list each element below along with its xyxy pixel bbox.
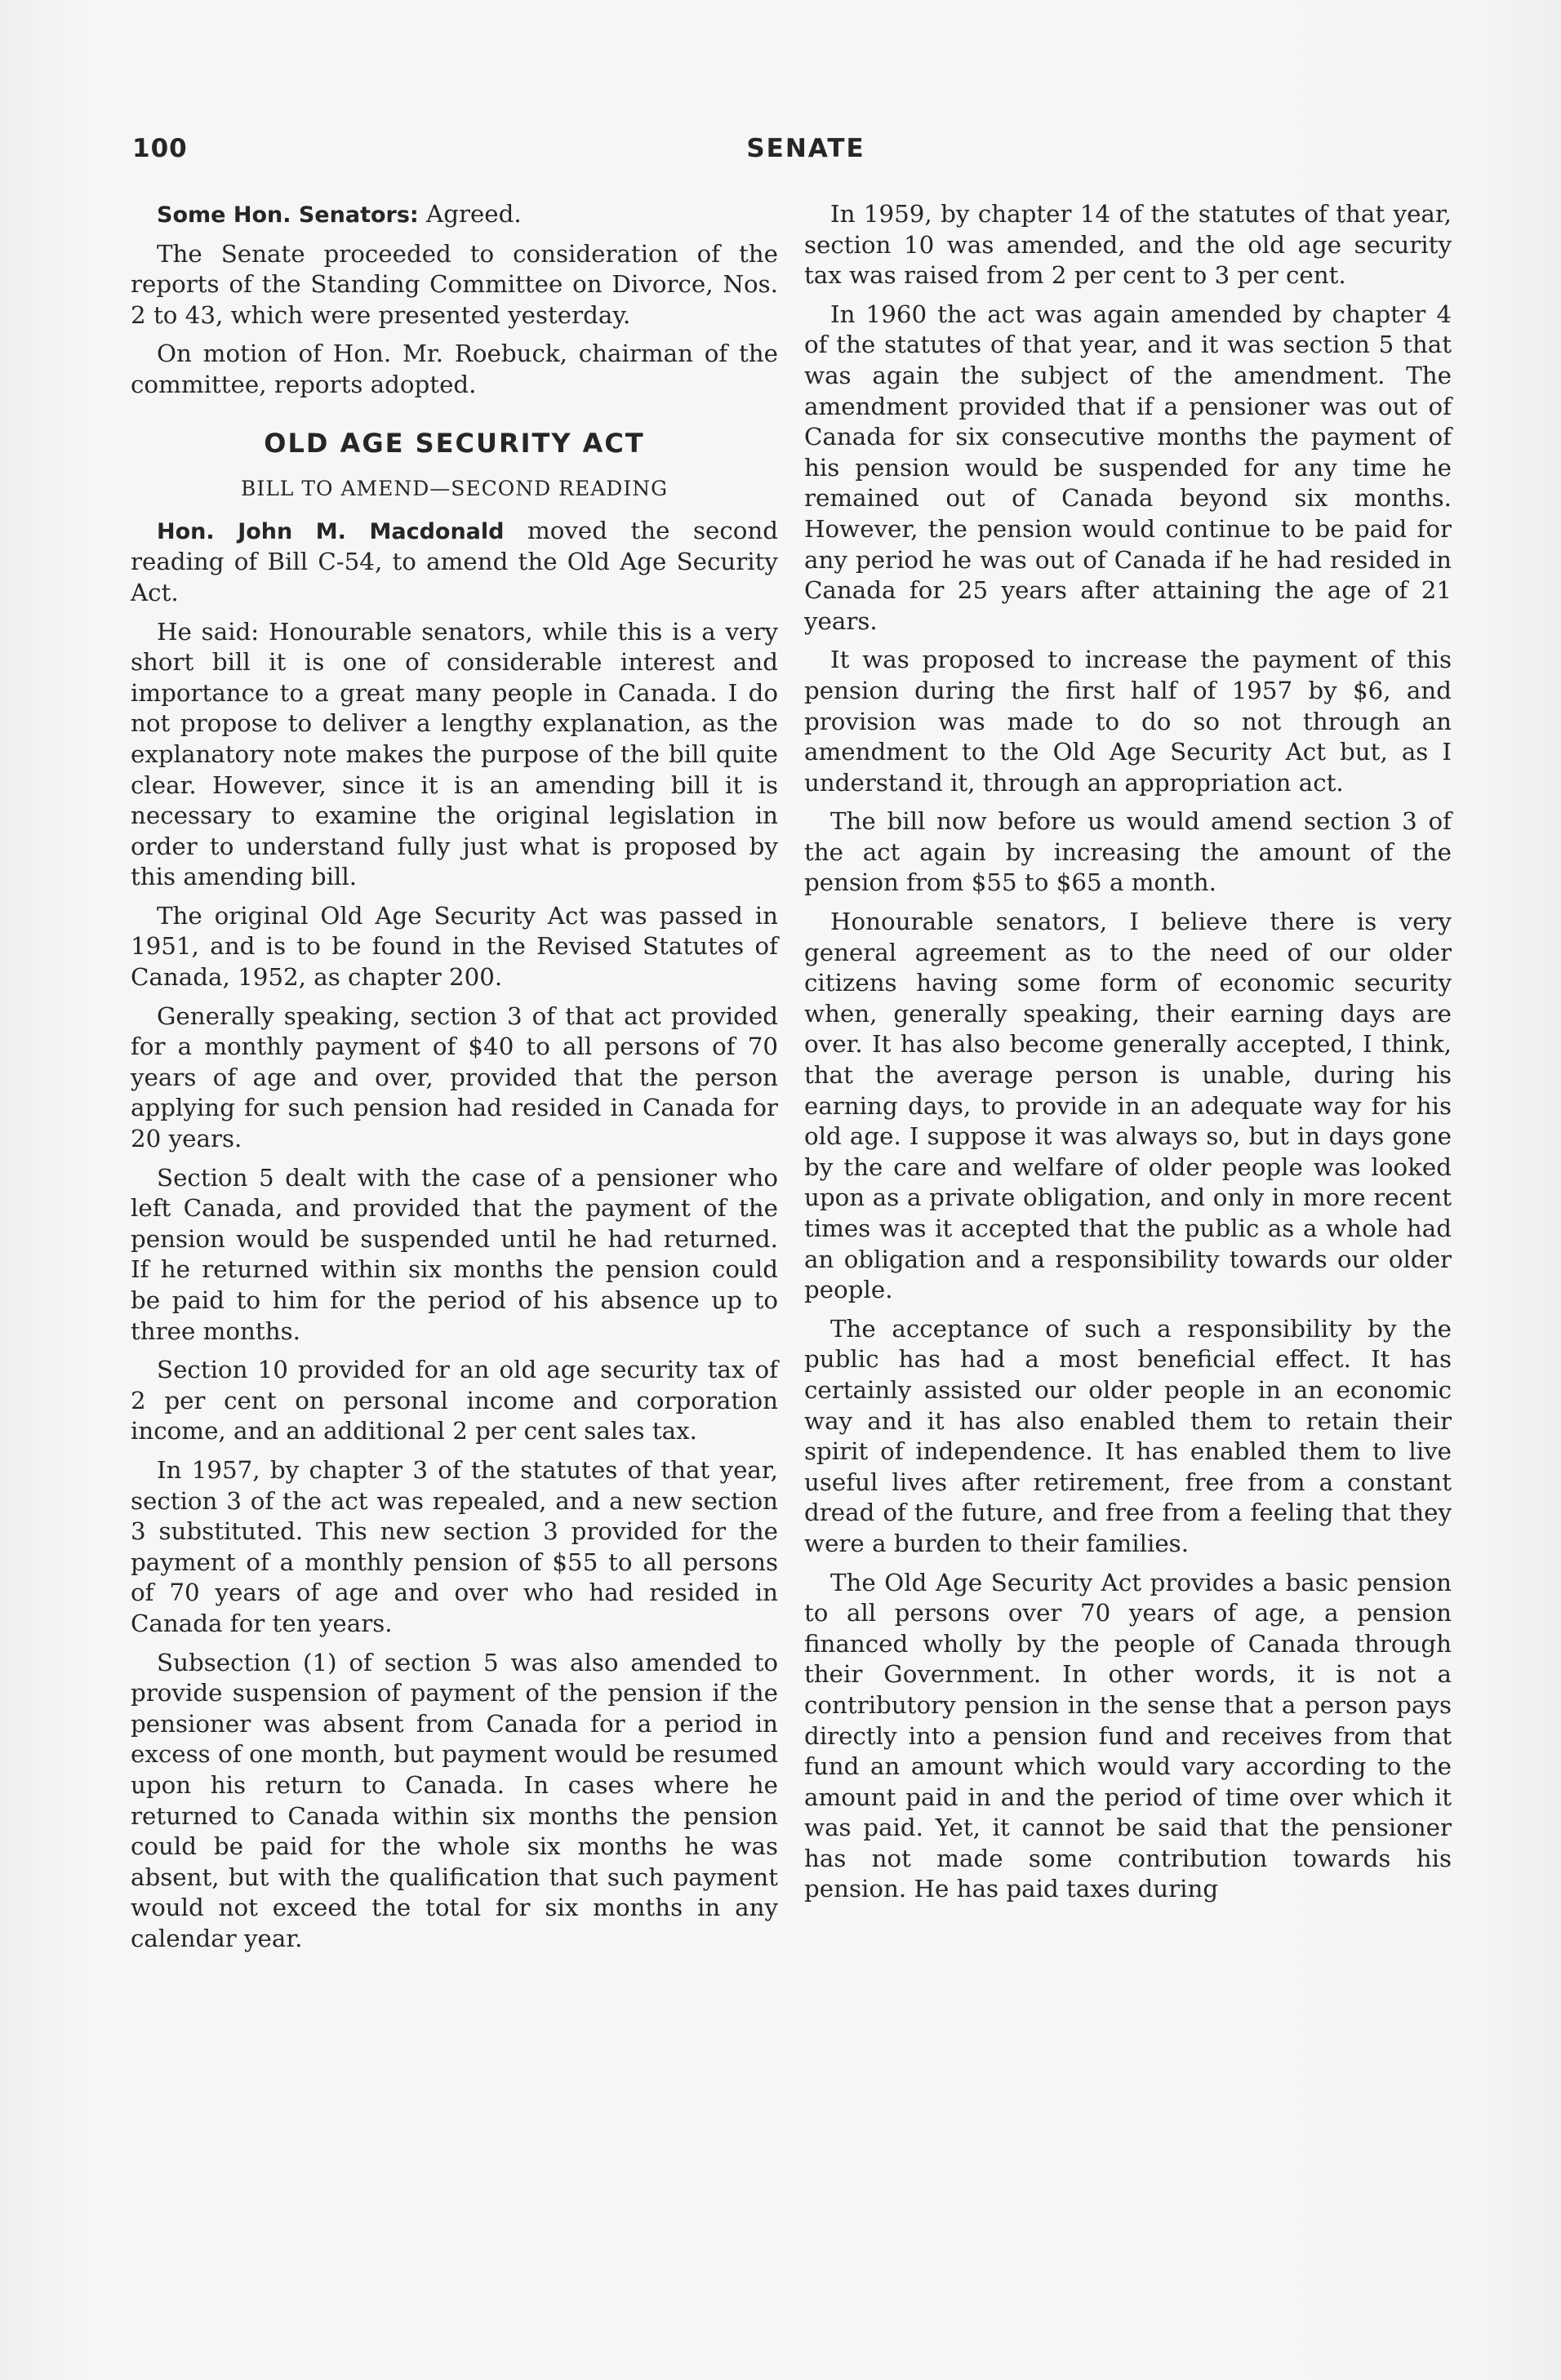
paragraph: Honourable senators, I believe there is very general agreement as to the need of our older citizens having some form of economic security when, generally speaking, their earning days are over. It has also become generally accepted, I think, that the average person is unable, during his earning days, to provide in an adequate way for his old age. I suppose it was always so, but in days gone by the care and welfare of older people was looked upon as a private obligation, and only in more recent times was it accepted that the public as a whole had an obligation and a responsibility towards our older people. [804, 908, 1452, 1304]
paragraph-text: Agreed. [418, 200, 522, 228]
paragraph: In 1960 the act was again amended by chapter 4 of the statutes of that year, and it was section 5 that was again the subject of the amendment. The amendment provided that if a pensioner was out of Canada for six consecutive months the payment of his pension would be suspended for any time he remained out of Canada beyond six months. However, the pension would continue to be paid for any period he was out of Canada if he had resided in Canada for 25 years after attaining the age of 21 years. [804, 300, 1452, 635]
left-column [131, 199, 778, 1962]
paragraph: He said: Honourable senators, while this is a very short bill it is one of considerable interest and importance to a great many people in Canada. I do not propose to deliver a lengthy explanation, as the explanatory note makes the purpose of the bill quite clear. However, since it is an amending bill it is necessary to examine the original legislation in order to understand fully just what is proposed by this amending bill. [131, 617, 778, 891]
paragraph: Section 5 dealt with the case of a pensioner who left Canada, and provided that the payment of the pension would be suspended until he had returned. If he returned within six months the pension could be paid to him for the period of his absence up to three months. [131, 1163, 778, 1345]
paragraph-text: moved the second reading of Bill C-54, to amend the Old Age Security Act. [131, 516, 778, 606]
paragraph: In 1959, by chapter 14 of the statutes of that year, section 10 was amended, and the old age security tax was raised from 2 per cent to 3 per cent. [804, 200, 1452, 290]
paragraph: The original Old Age Security Act was passed in 1951, and is to be found in the Revised Statutes of Canada, 1952, as chapter 200. [131, 901, 778, 992]
paragraph [131, 516, 778, 609]
paragraph: The Old Age Security Act provides a basic pension to all persons over 70 years of age, a pension financed wholly by the people of Canada through their Government. In other words, it is not a contributory pension in the sense that a person pays directly into a pension fund and receives from that fund an amount which would vary according to the amount paid in and the period of time over which it was paid. Yet, it cannot be said that the pensioner has not made some contribution towards his pension. He has paid taxes during [804, 1568, 1452, 1903]
paragraph: In 1957, by chapter 3 of the statutes of that year, section 3 of the act was repealed, and a new section 3 substituted. This new section 3 provided for the payment of a monthly pension of $55 to all persons of 70 years of age and over who had resided in Canada for ten years. [131, 1455, 778, 1637]
paragraph: The acceptance of such a responsibility by the public has had a most beneficial effect. It has certainly assisted our older people in an economic way and it has also enabled them to retain their spirit of independence. It has enabled them to live useful lives after retirement, free from a constant dread of the future, and free from a feeling that they were a burden to their families. [804, 1314, 1452, 1557]
paragraph: The Senate proceeded to consideration of the reports of the Standing Committee on Divorce, Nos. 2 to 43, which were presented yesterday. [131, 239, 778, 329]
paragraph [131, 199, 778, 231]
page-header [132, 134, 1479, 167]
right-column [804, 199, 1452, 1913]
paragraph: Generally speaking, section 3 of that act provided for a monthly payment of $40 to all persons of 70 years of age and over, provided that the person applying for such pension had resided in Canada for 20 years. [131, 1001, 778, 1153]
paragraph: On motion of Hon. Mr. Roebuck, chairman of the committee, reports adopted. [131, 340, 778, 398]
paragraph: Section 10 provided for an old age security tax of 2 per cent on personal income and corporation income, and an additional 2 per cent sales tax. [131, 1356, 778, 1445]
paragraph: It was proposed to increase the payment of this pension during the first half of 1957 by $6, and provision was made to do so not through an amendment to the Old Age Security Act but, as I understand it, through an appropriation act. [804, 646, 1452, 797]
section-subheading: BILL TO AMEND—SECOND READING [240, 477, 669, 501]
paragraph: Subsection (1) of section 5 was also amended to provide suspension of payment of the pension if the pensioner was absent from Canada for a period in excess of one month, but payment would be resumed upon his return to Canada. In cases where he returned to Canada within six months the pension could be paid for the whole six months he was absent, but with the qualification that such payment would not exceed the total for six months in any calendar year. [131, 1648, 778, 1952]
section-heading: OLD AGE SECURITY ACT [264, 427, 645, 459]
paragraph: The bill now before us would amend section 3 of the act again by increasing the amount of the pension from $55 to $65 a month. [804, 807, 1452, 897]
speaker-name: Some Hon. Senators: [157, 202, 419, 228]
page-number: 100 [132, 134, 188, 163]
running-head: SENATE [746, 134, 865, 163]
speaker-name: Hon. John M. Macdonald [157, 518, 505, 544]
